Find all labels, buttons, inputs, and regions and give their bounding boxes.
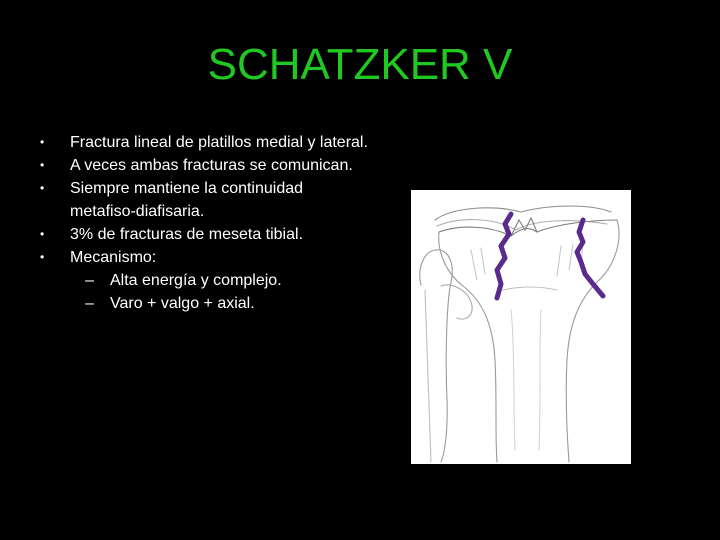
fibula-outline (420, 250, 452, 462)
dash-icon: – (85, 295, 94, 312)
tibia-drawing (411, 190, 631, 464)
bullet-icon: • (40, 250, 45, 264)
bullet-icon: • (40, 181, 45, 195)
slide-title: SCHATZKER V (207, 40, 513, 89)
bullet-text: Siempre mantiene la continuidad metafiso-diafisaria. (70, 180, 304, 220)
bullet-item (40, 177, 370, 223)
bullet-item (40, 223, 370, 246)
sub-bullet-item (70, 292, 370, 315)
bullet-text: Fractura lineal de platillos medial y lateral. (70, 134, 368, 151)
bullet-icon: • (40, 227, 45, 241)
bullet-icon: • (40, 135, 45, 149)
fracture-lines (497, 214, 603, 298)
bullet-text: A veces ambas fracturas se comunican. (70, 157, 353, 174)
sub-bullet-text: Varo + valgo + axial. (110, 295, 255, 312)
sub-bullet-list (70, 269, 370, 315)
bullet-icon: • (40, 158, 45, 172)
dash-icon: – (85, 272, 94, 289)
bullet-text: Mecanismo: (70, 249, 157, 266)
sub-bullet-text: Alta energía y complejo. (110, 272, 282, 289)
bullet-text: 3% de fracturas de meseta tibial. (70, 226, 304, 243)
tibia-right-edge (566, 220, 619, 462)
sub-bullet-item (70, 269, 370, 292)
bullet-list (40, 131, 370, 315)
tibial-plateau-illustration (411, 190, 631, 464)
bullet-item (40, 131, 370, 154)
bullet-item (40, 154, 370, 177)
lateral-fracture-line (577, 220, 603, 296)
bullet-item (40, 246, 370, 315)
